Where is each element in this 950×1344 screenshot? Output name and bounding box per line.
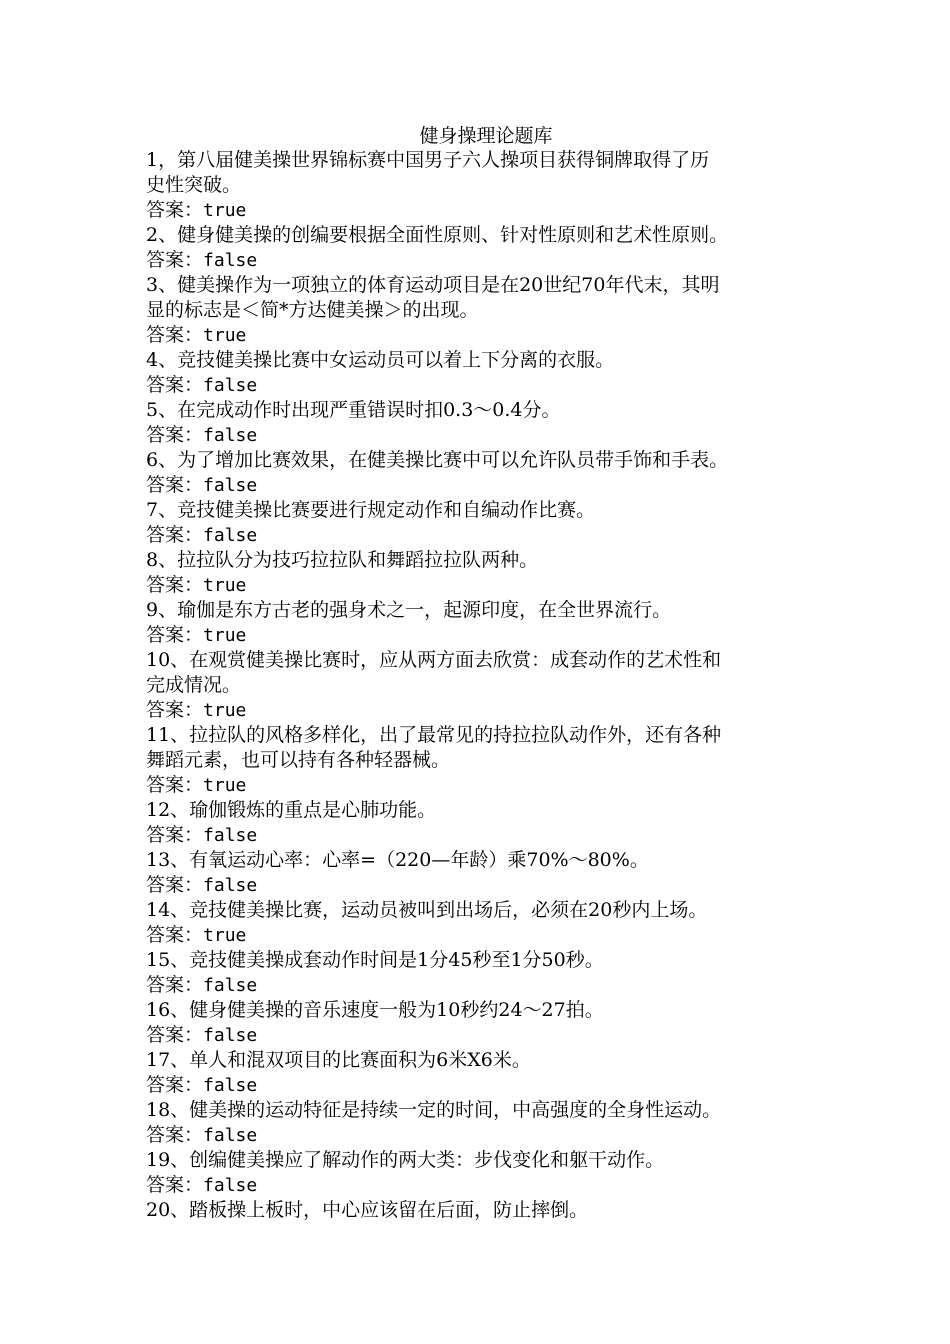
answer-label: 答案： <box>146 824 204 846</box>
answer-label: 答案： <box>146 1174 204 1196</box>
question-item <box>146 1098 826 1148</box>
answer-label: 答案： <box>146 1024 204 1046</box>
question-text: 14、竞技健美操比赛，运动员被叫到出场后，必须在20秒内上场。 <box>146 899 708 921</box>
answer-line <box>146 1173 826 1198</box>
question-item <box>146 148 826 223</box>
question-item <box>146 498 826 548</box>
question-text: 11、拉拉队的风格多样化，出了最常见的持拉拉队动作外，还有各种 舞蹈元素，也可以持有各种轻器械。 <box>146 724 722 771</box>
answer-label: 答案： <box>146 974 204 996</box>
question-text: 8、拉拉队分为技巧拉拉队和舞蹈拉拉队两种。 <box>146 549 539 571</box>
answer-line <box>146 423 826 448</box>
answer-value: false <box>203 825 258 846</box>
question-item <box>146 648 826 723</box>
question-text: 1，第八届健美操世界锦标赛中国男子六人操项目获得铜牌取得了历 史性突破。 <box>146 149 710 196</box>
answer-value: false <box>203 425 258 446</box>
question-item <box>146 598 826 648</box>
document-title: 健身操理论题库 <box>419 125 553 147</box>
answer-value: false <box>203 250 258 271</box>
question-list <box>146 148 826 1223</box>
question-item <box>146 798 826 848</box>
question-text: 5、在完成动作时出现严重错误时扣0.3～0.4分。 <box>146 399 561 421</box>
answer-label: 答案： <box>146 249 204 271</box>
question-text: 3、健美操作为一项独立的体育运动项目是在20世纪70年代末，其明 显的标志是＜简*方达健美操＞的出现。 <box>146 274 720 321</box>
answer-value: false <box>203 1075 258 1096</box>
question-text: 6、为了增加比赛效果，在健美操比赛中可以允许队员带手饰和手表。 <box>146 449 729 471</box>
answer-value: true <box>203 200 247 221</box>
answer-value: true <box>203 775 247 796</box>
answer-line <box>146 823 826 848</box>
question-item <box>146 998 826 1048</box>
answer-label: 答案： <box>146 199 204 221</box>
answer-line <box>146 623 826 648</box>
question-item <box>146 448 826 498</box>
question-item <box>146 948 826 998</box>
answer-label: 答案： <box>146 624 204 646</box>
answer-label: 答案： <box>146 1074 204 1096</box>
answer-value: false <box>203 1025 258 1046</box>
question-text: 7、竞技健美操比赛要进行规定动作和自编动作比赛。 <box>146 499 596 521</box>
answer-line <box>146 698 826 723</box>
answer-label: 答案： <box>146 374 204 396</box>
answer-value: false <box>203 1125 258 1146</box>
answer-line <box>146 923 826 948</box>
answer-label: 答案： <box>146 524 204 546</box>
answer-value: true <box>203 625 247 646</box>
answer-value: false <box>203 875 258 896</box>
question-text: 19、创编健美操应了解动作的两大类：步伐变化和躯干动作。 <box>146 1149 665 1171</box>
answer-value: false <box>203 525 258 546</box>
document-page <box>146 124 826 1223</box>
question-text: 9、瑜伽是东方古老的强身术之一，起源印度，在全世界流行。 <box>146 599 672 621</box>
answer-line <box>146 198 826 223</box>
question-text: 16、健身健美操的音乐速度一般为10秒约24～27拍。 <box>146 999 604 1021</box>
question-item <box>146 848 826 898</box>
question-text: 20、踏板操上板时，中心应该留在后面，防止摔倒。 <box>146 1199 589 1221</box>
answer-value: true <box>203 925 247 946</box>
question-text: 12、瑜伽锻炼的重点是心肺功能。 <box>146 799 437 821</box>
question-text: 4、竞技健美操比赛中女运动员可以着上下分离的衣服。 <box>146 349 615 371</box>
answer-line <box>146 873 826 898</box>
answer-value: true <box>203 700 247 721</box>
question-item <box>146 1148 826 1198</box>
answer-line <box>146 1073 826 1098</box>
question-item <box>146 898 826 948</box>
answer-label: 答案： <box>146 774 204 796</box>
question-text: 13、有氧运动心率：心率=（220—年龄）乘70%～80%。 <box>146 849 649 871</box>
answer-line <box>146 1023 826 1048</box>
answer-line <box>146 323 826 348</box>
answer-label: 答案： <box>146 699 204 721</box>
answer-line <box>146 773 826 798</box>
question-item <box>146 723 826 798</box>
answer-line <box>146 523 826 548</box>
answer-line <box>146 373 826 398</box>
answer-label: 答案： <box>146 1124 204 1146</box>
answer-line <box>146 248 826 273</box>
answer-value: false <box>203 475 258 496</box>
answer-line <box>146 473 826 498</box>
question-text: 18、健美操的运动特征是持续一定的时间，中高强度的全身性运动。 <box>146 1099 722 1121</box>
answer-value: false <box>203 1175 258 1196</box>
answer-label: 答案： <box>146 574 204 596</box>
answer-label: 答案： <box>146 324 204 346</box>
answer-value: false <box>203 375 258 396</box>
answer-line <box>146 1123 826 1148</box>
answer-label: 答案： <box>146 424 204 446</box>
answer-value: true <box>203 325 247 346</box>
answer-value: true <box>203 575 247 596</box>
question-text: 10、在观赏健美操比赛时，应从两方面去欣赏：成套动作的艺术性和 完成情况。 <box>146 649 722 696</box>
question-item <box>146 1048 826 1098</box>
question-text: 15、竞技健美操成套动作时间是1分45秒至1分50秒。 <box>146 949 604 971</box>
question-item <box>146 548 826 598</box>
question-text: 17、单人和混双项目的比赛面积为6米X6米。 <box>146 1049 531 1071</box>
question-item <box>146 348 826 398</box>
answer-value: false <box>203 975 258 996</box>
question-item <box>146 1198 826 1223</box>
answer-label: 答案： <box>146 924 204 946</box>
answer-line <box>146 973 826 998</box>
answer-label: 答案： <box>146 874 204 896</box>
question-item <box>146 398 826 448</box>
answer-label: 答案： <box>146 474 204 496</box>
question-text: 2、健身健美操的创编要根据全面性原则、针对性原则和艺术性原则。 <box>146 224 729 246</box>
question-item <box>146 223 826 273</box>
answer-line <box>146 573 826 598</box>
question-item <box>146 273 826 348</box>
